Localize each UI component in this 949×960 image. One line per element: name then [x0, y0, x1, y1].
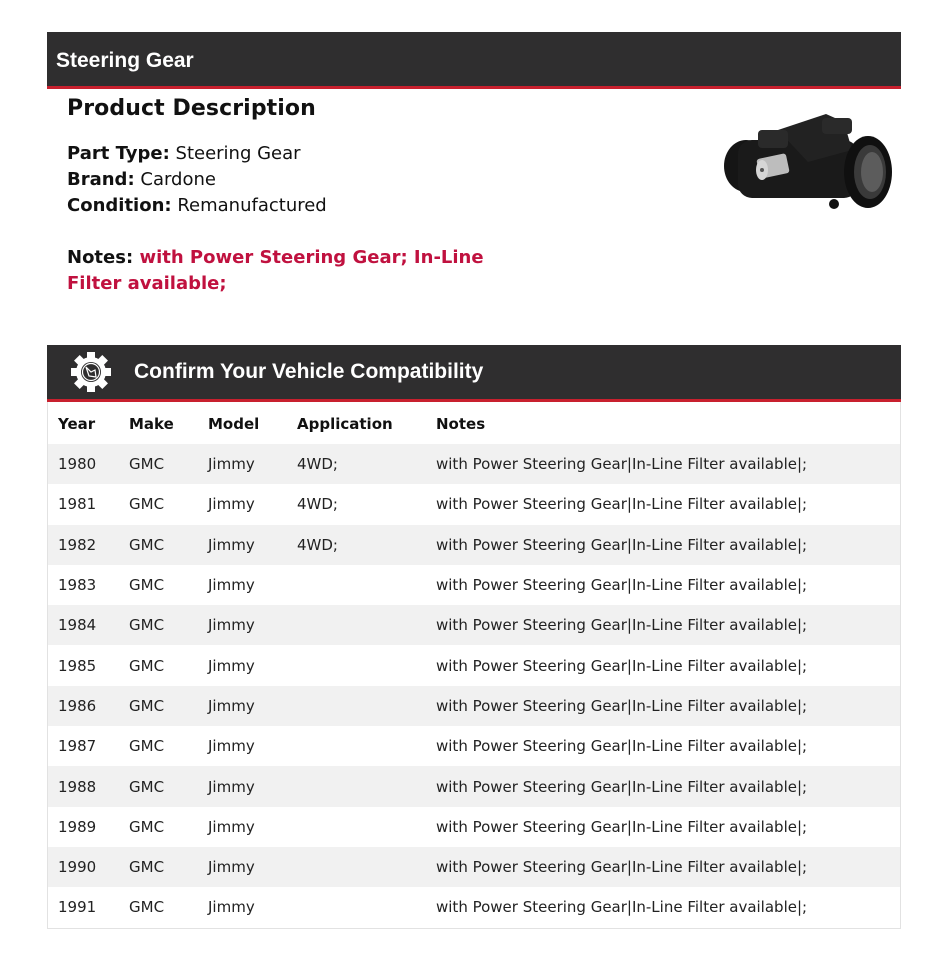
cell-notes: with Power Steering Gear|In-Line Filter available|; [436, 766, 900, 806]
field-condition: Condition: Remanufactured [67, 195, 327, 216]
cell-year: 1989 [58, 817, 97, 836]
cell-model: Jimmy [208, 495, 255, 514]
cell-application [297, 605, 436, 645]
cell-make: GMC [129, 525, 208, 565]
column-header-make: Make [129, 415, 174, 433]
cell-year: 1987 [58, 737, 97, 756]
column-header-application: Application [297, 415, 393, 433]
table-row [48, 645, 900, 685]
table-row [48, 444, 900, 484]
cell-make: GMC [129, 444, 208, 484]
cell-application: 4WD; [297, 525, 436, 565]
table-row [48, 525, 900, 565]
cell-year: 1991 [58, 898, 97, 917]
cell-year: 1986 [48, 686, 129, 726]
cell-notes: with Power Steering Gear|In-Line Filter available|; [436, 847, 900, 887]
notes-value: with Power Steering Gear; In-Line Filter available; [67, 247, 484, 294]
cell-notes: with Power Steering Gear|In-Line Filter available|; [436, 576, 808, 595]
product-image [718, 100, 898, 212]
cell-model: Jimmy [208, 444, 297, 484]
field-part-type: Part Type: Steering Gear [67, 143, 301, 164]
cell-notes: with Power Steering Gear|In-Line Filter available|; [436, 737, 808, 756]
cell-model: Jimmy [208, 766, 297, 806]
table-row [48, 766, 900, 806]
product-description-heading: Product Description [67, 96, 316, 121]
cell-model: Jimmy [208, 525, 297, 565]
table-row [48, 686, 900, 726]
table-row [48, 726, 900, 766]
cell-notes: with Power Steering Gear|In-Line Filter available|; [436, 525, 900, 565]
column-header-year: Year [58, 415, 96, 433]
cell-notes: with Power Steering Gear|In-Line Filter available|; [436, 444, 900, 484]
product-notes: Notes: with Power Steering Gear; In-Line Filter available; [67, 247, 484, 294]
column-header-model: Model [208, 415, 260, 433]
cell-application: 4WD; [297, 495, 338, 514]
cell-make: GMC [129, 817, 165, 836]
cell-year: 1988 [48, 766, 129, 806]
cell-model: Jimmy [208, 737, 255, 756]
gear-icon [69, 350, 113, 394]
page-title: Steering Gear [56, 49, 194, 72]
cell-model: Jimmy [208, 847, 297, 887]
product-description [67, 96, 487, 297]
table-row [48, 807, 900, 847]
cell-notes: with Power Steering Gear|In-Line Filter available|; [436, 495, 808, 514]
title-banner [47, 32, 901, 89]
cell-notes: with Power Steering Gear|In-Line Filter available|; [436, 605, 900, 645]
cell-application [297, 766, 436, 806]
cell-model: Jimmy [208, 656, 255, 675]
cell-make: GMC [129, 737, 165, 756]
cell-make: GMC [129, 576, 165, 595]
cell-application [297, 847, 436, 887]
cell-notes: with Power Steering Gear|In-Line Filter available|; [436, 656, 808, 675]
cell-application [297, 686, 436, 726]
compatibility-title: Confirm Your Vehicle Compatibility [134, 360, 484, 383]
cell-year: 1990 [48, 847, 129, 887]
table-row [48, 565, 900, 605]
cell-application [297, 807, 436, 847]
cell-make: GMC [129, 686, 208, 726]
cell-model: Jimmy [208, 686, 297, 726]
compatibility-banner [47, 345, 901, 402]
cell-year: 1981 [58, 495, 97, 514]
cell-model: Jimmy [208, 576, 255, 595]
cell-application: 4WD; [297, 444, 436, 484]
cell-year: 1983 [58, 576, 97, 595]
column-header-notes: Notes [436, 415, 486, 433]
cell-year: 1984 [48, 605, 129, 645]
cell-notes: with Power Steering Gear|In-Line Filter available|; [436, 817, 808, 836]
cell-model: Jimmy [208, 898, 255, 917]
cell-application [297, 565, 436, 605]
table-row [48, 605, 900, 645]
table-row [48, 847, 900, 887]
table-row [48, 887, 900, 927]
cell-application [297, 726, 436, 766]
cell-notes: with Power Steering Gear|In-Line Filter available|; [436, 898, 808, 917]
cell-application [297, 887, 436, 927]
cell-make: GMC [129, 656, 165, 675]
cell-make: GMC [129, 605, 208, 645]
cell-make: GMC [129, 495, 165, 514]
cell-year: 1980 [48, 444, 129, 484]
cell-notes: with Power Steering Gear|In-Line Filter available|; [436, 686, 900, 726]
cell-year: 1985 [58, 656, 97, 675]
table-header-row [48, 402, 900, 444]
cell-model: Jimmy [208, 817, 255, 836]
field-brand: Brand: Cardone [67, 169, 216, 190]
table-row [48, 484, 900, 524]
compatibility-table [47, 402, 901, 929]
cell-make: GMC [129, 847, 208, 887]
cell-make: GMC [129, 898, 165, 917]
cell-application [297, 645, 436, 685]
cell-year: 1982 [48, 525, 129, 565]
cell-make: GMC [129, 766, 208, 806]
cell-model: Jimmy [208, 605, 297, 645]
